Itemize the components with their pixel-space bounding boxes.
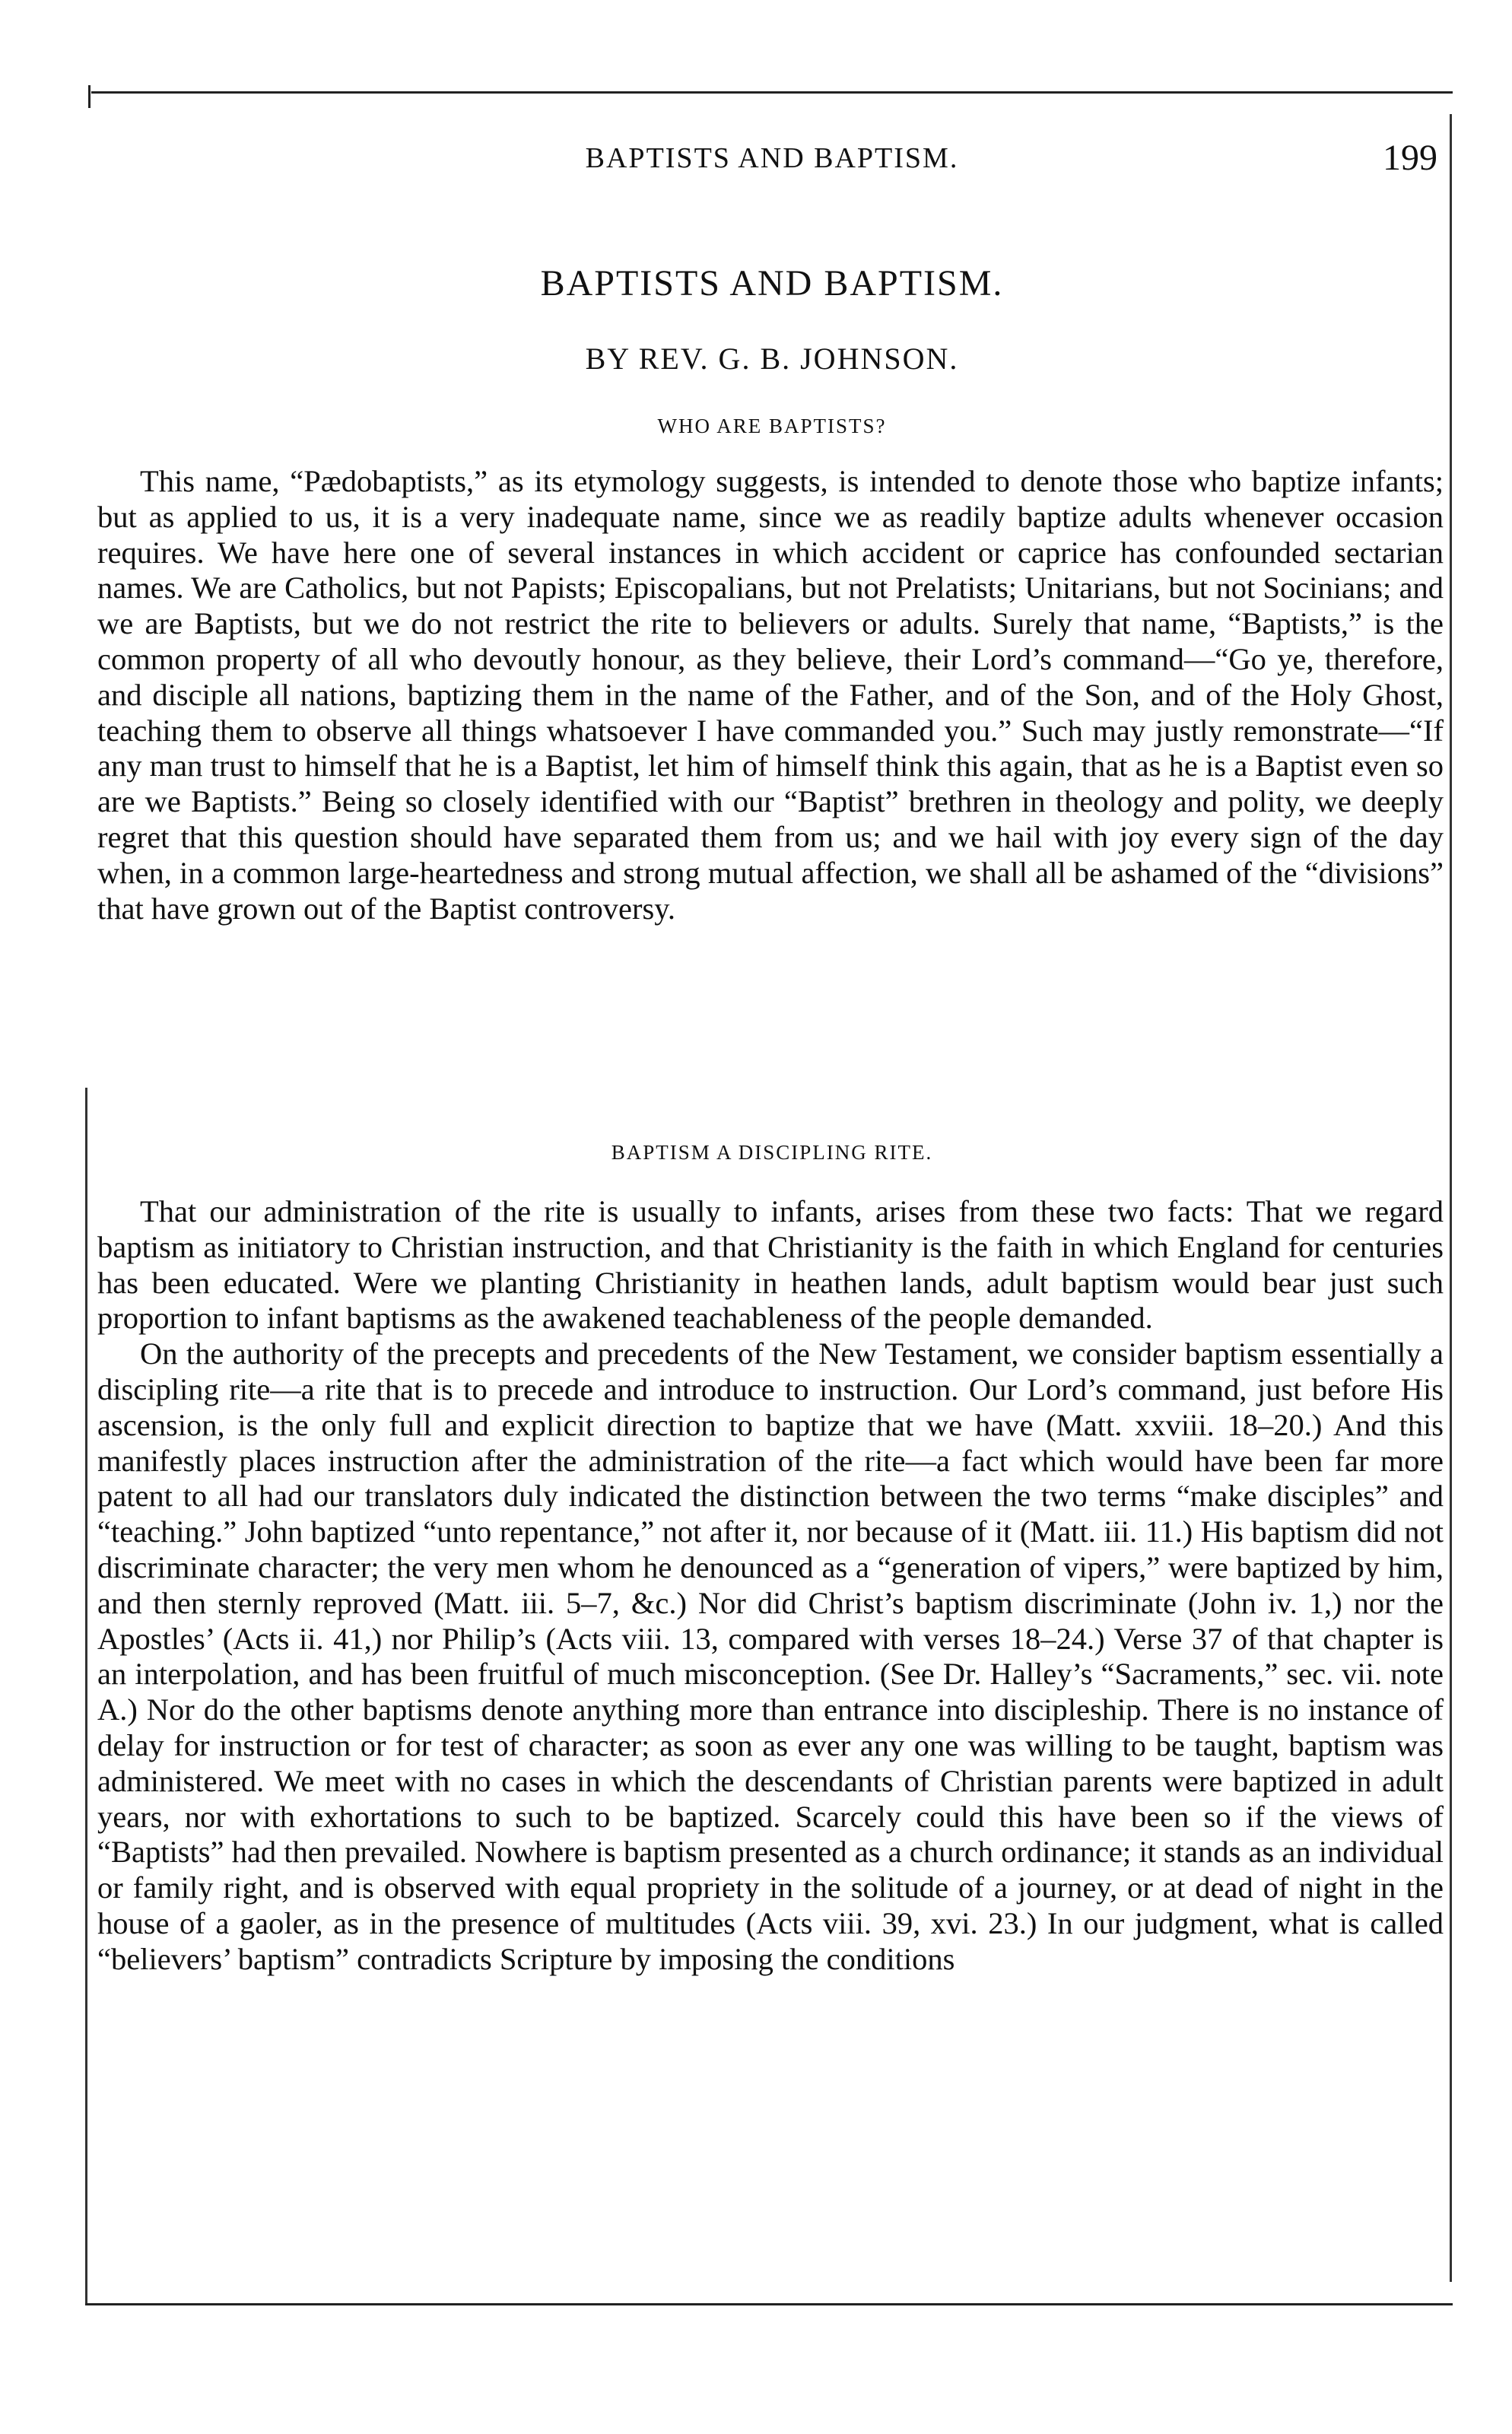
article-title: BAPTISTS AND BAPTISM. [540,263,1004,303]
top-rule [91,91,1453,94]
page-number: 199 [1383,138,1437,178]
running-title: BAPTISTS AND BAPTISM. [585,142,959,174]
section-body-who-are-baptists [97,464,1444,926]
section-heading-discipling-rite: BAPTISM A DISCIPLING RITE. [611,1141,933,1164]
section-body-discipling-rite [97,1194,1444,1978]
bottom-rule [85,2303,1453,2305]
paragraph: This name, “Pædobaptists,” as its etymology suggests, is intended to denote those who baptize infants; but as applied to us, it is a very inadequate name, since we as readily baptize adults whenever occasion requires. We have here one of several instances in which accident or caprice has confounded sectarian names. We are Catholics, but not Papists; Episcopalians, but not Prelatists; Unitarians, but not Socinians; and we are Baptists, but we do not restrict the rite to believers or adults. Surely that name, “Baptists,” is the common property of all who devoutly honour, as they believe, their Lord’s command—“Go ye, therefore, and disciple all nations, baptizing them in the name of the Father, and of the Son, and of the Holy Ghost, teaching them to observe all things whatsoever I have commanded you.” Such may justly remonstrate—“If any man trust to himself that he is a Baptist, let him of himself think this again, that as he is a Baptist even so are we Baptists.” Being so closely identified with our “Baptist” brethren in theology and polity, we deeply regret that this question should have separated them from us; and we hail with joy every sign of the day when, in a common large-heartedness and strong mutual affection, we shall all be ashamed of the “divisions” that have grown out of the Baptist controversy. [97,464,1444,926]
article-author: BY REV. G. B. JOHNSON. [585,342,959,376]
right-frame-rule [1450,114,1452,2282]
section-heading-who-are-baptists: WHO ARE BAPTISTS? [657,415,887,437]
paragraph: On the authority of the precepts and precedents of the New Testament, we consider baptism essentially a discipling rite—a rite that is to precede and introduce to instruction. Our Lord’s command, just before His ascension, is the only full and explicit direction to baptize that we have (Matt. xxviii. 18–20.) And this manifestly places instruction after the administration of the rite—a fact which would have been far more patent to all had our translators duly indicated the distinction between the two terms “make disciples” and “teaching.” John baptized “unto repentance,” not after it, nor because of it (Matt. iii. 11.) His baptism did not discriminate character; the very men whom he denounced as a “generation of vipers,” were baptized by him, and then sternly reproved (Matt. iii. 5–7, &c.) Nor did Christ’s baptism discriminate (John iv. 1,) nor the Apostles’ (Acts ii. 41,) nor Philip’s (Acts viii. 13, compared with verses 18–24.) Verse 37 of that chapter is an interpolation, and has been fruitful of much misconception. (See Dr. Halley’s “Sacraments,” sec. vii. note A.) Nor do the other baptisms denote anything more than entrance into discipleship. There is no instance of delay for instruction or for test of character; as soon as ever any one was willing to be taught, baptism was administered. We meet with no cases in which the descendants of Christian parents were baptized in adult years, nor with exhortations to such to be baptized. Scarcely could this have been so if the views of “Baptists” had then prevailed. Nowhere is baptism presented as a church ordinance; it stands as an individual or family right, and is observed with equal propriety in the solitude of a journey, or at dead of night in the house of a gaoler, as in the presence of multitudes (Acts viii. 39, xvi. 23.) In our judgment, what is called “believers’ baptism” contradicts Scripture by imposing the conditions [97,1336,1444,1976]
top-rule-tick [88,85,91,108]
running-head [99,137,1445,183]
paragraph: That our administration of the rite is usually to infants, arises from these two facts: That we regard baptism as initiatory to Christian instruction, and that Christianity is the faith in which England for centuries has been educated. Were we planting Christianity in heathen lands, adult baptism would bear just such proportion to infant baptisms as the awakened teachableness of the people demanded. [97,1194,1444,1336]
left-frame-rule [85,1088,87,2305]
